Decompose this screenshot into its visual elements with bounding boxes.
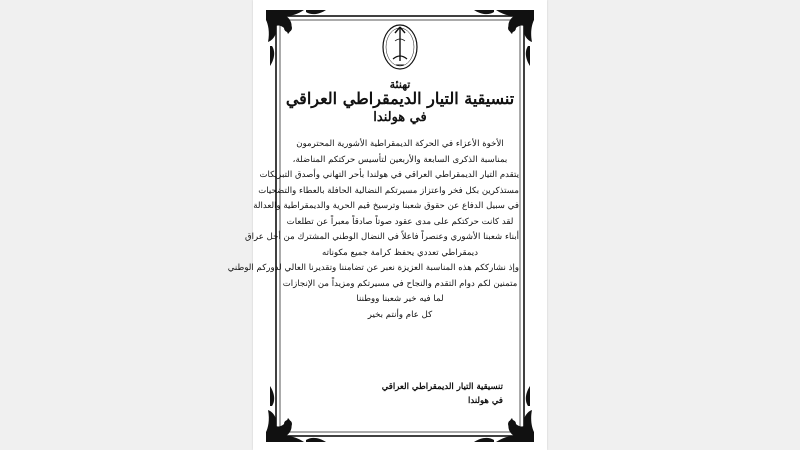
body-line: وإذ نشارككم هذه المناسبة العزيزة نعبر عن تضامننا وتقديرنا العالي لدوركم الوطني (227, 263, 519, 273)
letter-page (227, 0, 547, 450)
body-line: بمناسبة الذكرى السابعة والأربعين لتأسيس حركتكم المناضلة، (292, 154, 508, 165)
signature-org: تنسيقية التيار الديمقراطي العراقي (381, 382, 503, 392)
body-line: متمنين لكم دوام التقدم والنجاح في مسيرتكم ومزيداً من الإنجازات (282, 278, 518, 289)
signature-location: في هولندا (468, 396, 503, 406)
body-line: ديمقراطي تعددي يحفظ كرامة جميع مكوناته (321, 247, 479, 258)
body-line: في سبيل الدفاع عن حقوق شعبنا وترسيخ قيم الحرية والديمقراطية والعدالة (253, 201, 519, 211)
body-line: أبناء شعبنا الأشوري وعنصراً فاعلاً في النضال الوطني المشترك من أجل عراق (244, 232, 519, 242)
body-line: مستذكرين بكل فخر واعتزاز مسيرتكم النضالية الحافلة بالعطاء والتضحيات (258, 185, 519, 196)
signature-block (382, 380, 503, 408)
body-line: لقد كانت حركتكم على مدى عقود صوتاً صادقاً معبراً عن تطلعات (286, 216, 514, 227)
page-subtitle: في هولندا (373, 110, 427, 125)
body-line: كل عام وأنتم بخير (367, 309, 433, 320)
body-line: لما فيه خير شعبنا ووطننا (356, 294, 444, 304)
body-line: الأخوة الأعزاء في الحركة الديمقراطية الأشورية المحترمون (296, 139, 504, 149)
letter-body (227, 137, 519, 323)
page-title: تنسيقية التيار الديمقراطي العراقي (285, 89, 515, 108)
body-line: يتقدم التيار الديمقراطي العراقي في هولندا بأحر التهاني وأصدق التبريكات (259, 170, 519, 180)
greeting-label: تهنئة (389, 78, 411, 91)
party-emblem-logo (380, 15, 420, 75)
